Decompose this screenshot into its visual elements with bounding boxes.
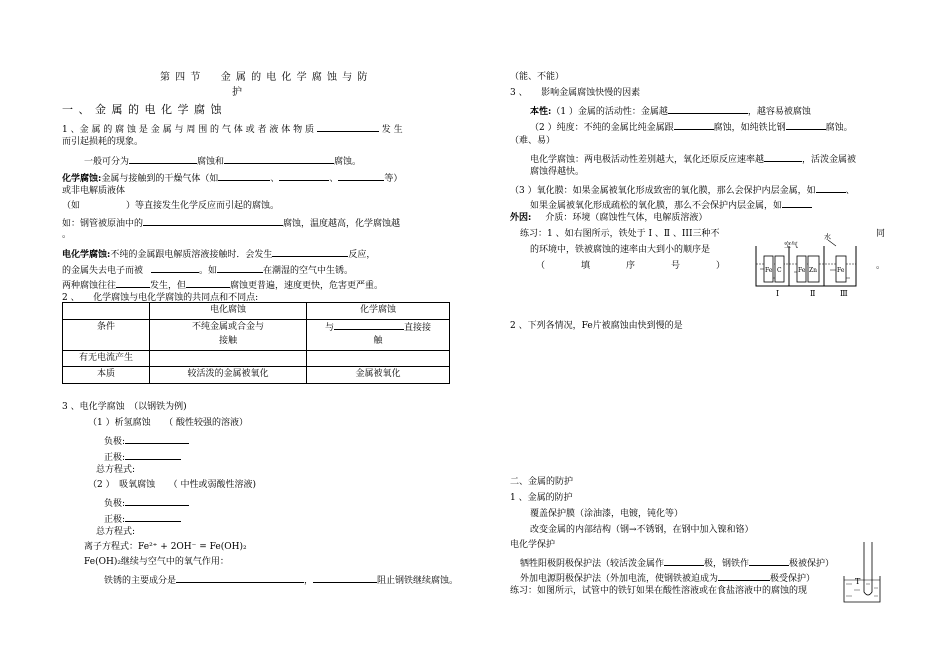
chem-corrosion-line3: （如 ）等直接发生化学反应而引起的腐蚀。	[62, 201, 280, 211]
oxide-film-line1: （3 ）氧化膜：如果金属被氧化形成致密的氧化膜，那么会保护内层金属，如 、	[510, 186, 855, 196]
blank[interactable]	[313, 574, 377, 583]
chem-corrosion-line5: 。	[62, 230, 72, 240]
para1-line1: 1 、金 属 的 腐 蚀 是 金 属 与 周 围 的 气 体 或 者 液 体 物 质 发 生	[62, 125, 403, 135]
electrochem-protection: 电化学保护	[510, 540, 556, 550]
electrode-fe-3: Fe	[837, 267, 845, 274]
table-cell: 不纯金属或合金与 接触	[150, 319, 307, 350]
negative-electrode: 负极:	[104, 435, 189, 447]
blank[interactable]	[224, 155, 334, 164]
impressed-current: 外加电源阴极保护法（外加电流，使钢铁被迫成为 极受保护）	[520, 574, 816, 584]
table-cell: 金属被氧化	[307, 367, 450, 384]
beaker-label-1: Ⅰ	[776, 289, 780, 298]
table-row	[63, 303, 450, 320]
hydrogen-corrosion: （1 ）析氢腐蚀 （ 酸性较强的溶液）	[88, 418, 248, 428]
elec-corrosion-line1: 电化学腐蚀:不纯的金属跟电解质溶液接触时．会发生 反应，	[62, 250, 376, 260]
table-cell: 与 直接接 触	[307, 319, 450, 350]
water-label: 水	[824, 233, 831, 241]
exercise1-dot: 。	[876, 261, 886, 271]
blank[interactable]	[334, 321, 404, 330]
blank[interactable]	[217, 264, 263, 273]
comparison-table	[62, 302, 450, 384]
exercise1-line2: 的环境中，铁被腐蚀的速率由大到小的顺序是	[530, 245, 711, 255]
ion-equation: 离子方程式：Fe²⁺ + 2OH⁻ = Fe(OH)₂	[84, 542, 247, 552]
electrochem-line2: 腐蚀得越快。	[530, 167, 585, 177]
blank[interactable]	[668, 105, 748, 114]
electrode-fe-1: Fe	[765, 267, 773, 274]
blank[interactable]	[125, 497, 189, 506]
table-header: 电化腐蚀	[150, 303, 307, 320]
exercise1-same: 同	[876, 229, 886, 239]
right-line-1: （能、不能）	[510, 72, 565, 82]
blank[interactable]	[218, 172, 270, 181]
blank[interactable]	[125, 451, 181, 460]
blank[interactable]	[764, 153, 802, 162]
chem-corrosion-line4: 如：钢管被原油中的 腐蚀，温度越高，化学腐蚀越	[62, 219, 401, 229]
comparison-heading: 2 、 化学腐蚀与电化学腐蚀的共同点和不同点:	[62, 293, 259, 303]
beaker-figure	[752, 233, 864, 300]
page-title-line1: 第 四 节 金 属 的 电 化 学 腐 蚀 与 防	[160, 72, 369, 83]
total-equation: 总方程式:	[96, 465, 136, 475]
chem-corrosion-line2: 或非电解质液体	[62, 186, 126, 196]
protection-heading: 1 、金属的防护	[510, 493, 573, 503]
test-tube-svg	[842, 540, 882, 604]
blank[interactable]	[782, 199, 812, 208]
beaker-label-2: Ⅱ	[810, 289, 816, 298]
blank[interactable]	[749, 557, 789, 566]
purity-line: （2 ）纯度：不纯的金属比纯金属跟 腐蚀，如纯铁比钢 腐蚀。	[530, 123, 853, 133]
rust-line: 铁锈的主要成分是 ， 阻止钢铁继续腐蚀。	[104, 576, 459, 586]
exercise1-line3: （ 填 序 号 ）	[536, 261, 726, 271]
protection-coating: 覆盖保护膜（涂油漆，电镀，钝化等）	[530, 509, 684, 519]
blank[interactable]	[317, 123, 379, 132]
blank[interactable]	[129, 155, 197, 164]
oxygen-corrosion: （2 ） 吸氧腐蚀 （ 中性或弱酸性溶液)	[88, 480, 256, 490]
feoh-equation: Fe(OH)₂继续与空气中的氧气作用：	[84, 557, 229, 567]
blank[interactable]	[664, 557, 704, 566]
section2-heading: 二、金属的防护	[510, 477, 574, 487]
section1-heading: 一 、 金 属 的 电 化 学 腐 蚀	[62, 103, 223, 116]
sacrificial-anode: 牺牲阳极阴极保护法（较活泼金属作 极，钢铁作 极被保护）	[520, 559, 835, 569]
test-tube-figure	[842, 540, 882, 604]
table-cell: 本质	[63, 367, 150, 384]
electrode-c: C	[777, 267, 782, 274]
blank[interactable]	[143, 217, 283, 226]
blank[interactable]	[674, 121, 714, 130]
para1-line2: 而引起损耗的现象。	[62, 137, 144, 147]
blank[interactable]	[279, 172, 329, 181]
table-row	[63, 367, 450, 384]
nature-line: 本性:（1 ）金属的活动性：金属越 ，越容易被腐蚀	[530, 107, 811, 117]
nail-icon: T	[855, 577, 861, 586]
elec-corrosion-line2: 的金属失去电子而被 。如 在潮湿的空气中生锈。	[62, 266, 354, 276]
positive-electrode: 正极:	[104, 451, 181, 463]
electrochem-line: 电化学腐蚀：两电极活动性差别越大，氧化还原反应速率越 ，活泼金属被	[530, 155, 857, 165]
beaker-label-3: Ⅲ	[840, 289, 848, 298]
para2: 一般可分为 腐蚀和 腐蚀。	[84, 157, 362, 167]
table-cell: 较活泼的金属被氧化	[150, 367, 307, 384]
blank[interactable]	[176, 574, 304, 583]
blank[interactable]	[816, 184, 846, 193]
table-cell: 条件	[63, 319, 150, 350]
factors-heading: 3 、 影响金属腐蚀快慢的因素	[510, 88, 641, 98]
blank[interactable]	[151, 264, 199, 273]
total-equation: 总方程式:	[96, 527, 136, 537]
blank[interactable]	[718, 572, 770, 581]
table-header: 化学腐蚀	[307, 303, 450, 320]
exercise3: 练习：如图所示，试管中的铁钉如果在酸性溶液或在食盐溶液中的腐蚀的现	[510, 586, 808, 596]
blank[interactable]	[125, 435, 189, 444]
elec-corrosion-line3: 两种腐蚀往往 发生，但 腐蚀更普遍，速度更快，危害更严重。	[62, 281, 384, 291]
page-title-line2: 护	[232, 87, 242, 98]
chem-corrosion-line1: 化学腐蚀:金属与接触到的干燥气体（如 、 、 等）	[62, 174, 403, 184]
external-factor: 外因: 介质：环境（腐蚀性气体，电解质溶液）	[510, 213, 708, 223]
electrode-fe-2: Fe	[798, 267, 806, 274]
electrode-zn: Zn	[809, 267, 818, 274]
air-label: 空气	[784, 241, 798, 249]
oxide-film-line2: 如果金属被氧化形成疏松的氧化膜，那么不会保护内层金属，如	[530, 199, 812, 211]
blank[interactable]	[272, 248, 348, 257]
table-cell: 有无电流产生	[63, 350, 150, 367]
blank[interactable]	[186, 279, 230, 288]
protection-structure: 改变金属的内部结构（钢→不锈钢，在钢中加入镍和铬）	[530, 525, 754, 535]
table-row	[63, 319, 450, 350]
blank[interactable]	[116, 279, 150, 288]
negative-electrode: 负极:	[104, 497, 189, 509]
table-row	[63, 350, 450, 367]
blank[interactable]	[786, 121, 826, 130]
blank[interactable]	[338, 172, 384, 181]
elec-corrosion-example-heading: 3 、电化学腐蚀 （以钢铁为例)	[62, 402, 187, 412]
difficulty-note: （难、易）	[510, 136, 556, 146]
positive-electrode: 正极:	[104, 513, 181, 525]
blank[interactable]	[125, 513, 181, 522]
exercise1-line1: 练习：1 、如右图所示，铁处于 Ⅰ 、Ⅱ 、III三种不	[520, 229, 720, 239]
exercise2: 2 、下列各情况，Fe片被腐蚀由快到慢的是	[510, 321, 683, 331]
